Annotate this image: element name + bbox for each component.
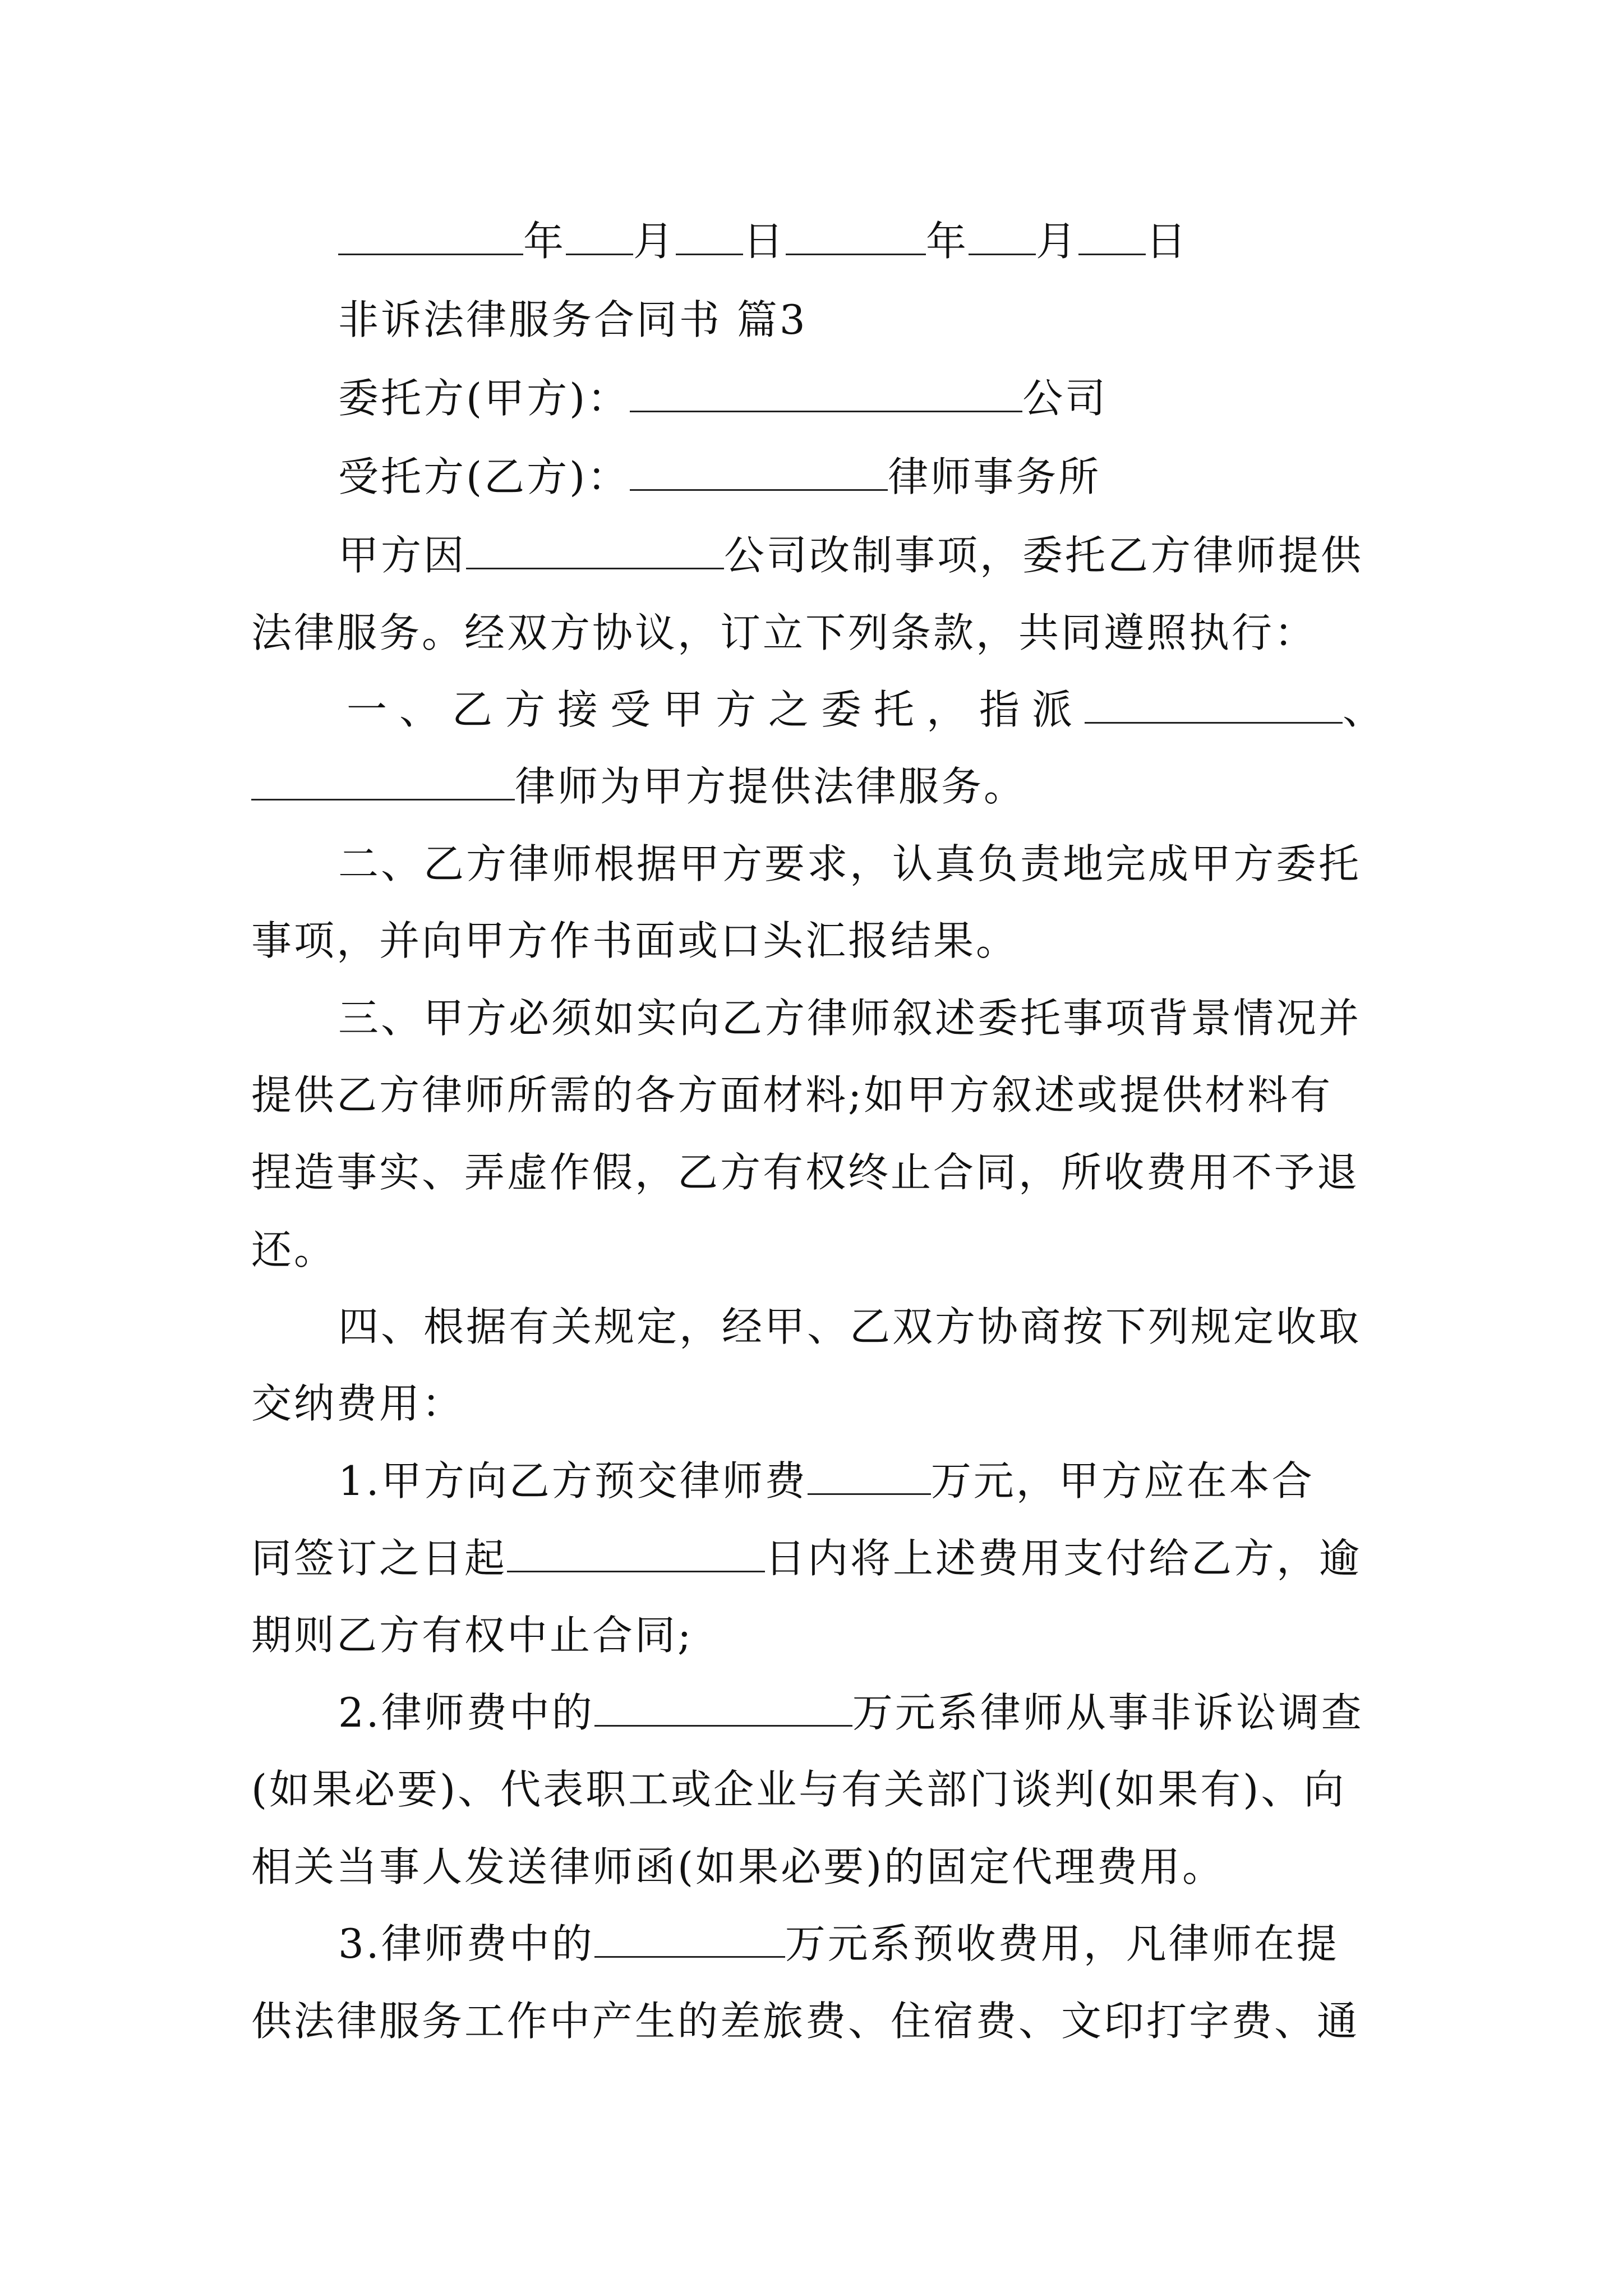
clause4-line-1: 四、根据有关规定，经甲、乙双方协商按下列规定收取 [338,1303,1362,1350]
blank [786,219,926,255]
text: 日内将上述费用支付给乙方，逾 [765,1535,1362,1582]
clause2-line-1: 二、乙方律师根据甲方要求，认真负责地完成甲方委托 [338,840,1362,887]
clause3-line-3: 捏造事实、弄虚作假，乙方有权终止合同，所收费用不予退 [251,1149,1360,1196]
text: 万元系预收费用，凡律师在提 [785,1920,1339,1967]
text: 2.律师费中的 [338,1689,594,1736]
intro-line-2: 法律服务。经双方协议，订立下列条款，共同遵照执行： [251,609,1317,656]
blank [630,454,888,491]
blank [969,219,1036,255]
clause3-line-4: 还。 [251,1226,337,1273]
clause1-line-2 [251,758,1395,815]
clause3-line-2: 提供乙方律师所需的各方面材料;如甲方叙述或提供材料有 [251,1071,1333,1119]
text: 、 [1343,686,1386,733]
text: 万元系律师从事非诉讼调查 [852,1689,1364,1736]
item1-line-1 [338,1453,1482,1509]
agent-line [338,449,1482,505]
client-suffix: 公司 [1022,375,1108,422]
blank [1085,687,1343,724]
blank [466,533,724,569]
date-line [338,213,1482,269]
text: 甲方因 [338,532,467,579]
year-label: 年 [523,218,566,265]
blank [1078,219,1146,255]
text: 一、乙方接受甲方之委托，指派 [347,686,1085,733]
blank [594,1921,785,1958]
clause1-line-1 [347,682,1491,738]
text: 公司改制事项，委托乙方律师提供 [724,532,1364,579]
blank [251,764,515,800]
intro-line-1 [338,527,1482,583]
item2-line-2: (如果必要)、代表职工或企业与有关部门谈判(如果有)、向 [251,1766,1347,1813]
day-label: 日 [1146,218,1189,265]
clause2-line-2: 事项，并向甲方作书面或口头汇报结果。 [251,917,1019,964]
day-label: 日 [743,218,786,265]
agent-label: 受托方(乙方)： [338,453,630,500]
document-title: 非诉法律服务合同书 篇3 [338,296,808,343]
item1-line-2 [251,1530,1395,1586]
item2-line-1 [338,1685,1482,1741]
year-label: 年 [926,218,969,265]
blank [676,219,743,255]
item2-line-3: 相关当事人发送律师函(如果必要)的固定代理费用。 [251,1843,1225,1890]
month-label: 月 [1036,218,1079,265]
text: 同签订之日起 [251,1535,508,1582]
blank [507,1536,765,1572]
clause4-line-2: 交纳费用： [251,1380,465,1427]
clause3-line-1: 三、甲方必须如实向乙方律师叙述委托事项背景情况并 [338,995,1362,1042]
text: 律师为甲方提供法律服务。 [515,763,1027,810]
text: 1.甲方向乙方预交律师费 [338,1457,808,1504]
item3-line-1 [338,1916,1482,1972]
agent-suffix: 律师事务所 [888,453,1101,500]
client-line [338,370,1482,426]
blank [630,376,1022,412]
text: 3.律师费中的 [338,1920,594,1967]
item3-line-2: 供法律服务工作中产生的差旅费、住宿费、文印打字费、通 [251,1998,1360,2045]
blank [808,1458,931,1495]
month-label: 月 [633,218,676,265]
item1-line-3: 期则乙方有权中止合同; [251,1612,694,1659]
blank [566,219,633,255]
blank [594,1690,852,1727]
text: 万元，甲方应在本合 [930,1457,1315,1504]
blank [338,219,523,255]
client-label: 委托方(甲方)： [338,375,630,422]
